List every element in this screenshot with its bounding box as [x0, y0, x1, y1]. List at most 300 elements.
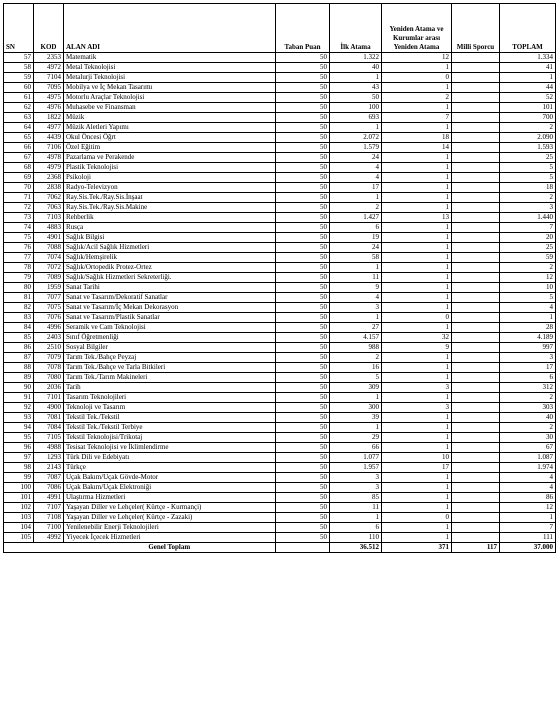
cell-yeniden-atama: 12 [382, 53, 452, 63]
table-row [4, 493, 556, 503]
total-ilk-atama: 36.512 [330, 543, 382, 553]
cell-taban-puan: 50 [276, 403, 330, 413]
cell-yeniden-atama: 17 [382, 463, 452, 473]
cell-taban-puan: 50 [276, 153, 330, 163]
cell-taban-puan: 50 [276, 133, 330, 143]
cell-toplam: 4 [500, 473, 556, 483]
table-row [4, 513, 556, 523]
cell-toplam: 2 [500, 193, 556, 203]
cell-toplam: 6 [500, 373, 556, 383]
cell-taban-puan: 50 [276, 73, 330, 83]
cell-milli-sporcu [452, 513, 500, 523]
cell-yeniden-atama: 1 [382, 183, 452, 193]
cell-sn: 62 [4, 103, 34, 113]
table-row [4, 113, 556, 123]
cell-ilk-atama: 1 [330, 423, 382, 433]
total-milli-sporcu: 117 [452, 543, 500, 553]
cell-kod: 4439 [34, 133, 64, 143]
cell-yeniden-atama: 32 [382, 333, 452, 343]
cell-yeniden-atama: 1 [382, 363, 452, 373]
table-body [4, 53, 556, 543]
cell-alan-adi: Metal Teknolojisi [64, 63, 276, 73]
cell-toplam: 52 [500, 93, 556, 103]
cell-ilk-atama: 5 [330, 373, 382, 383]
cell-kod: 7106 [34, 143, 64, 153]
cell-alan-adi: Tarım Tek./Bahçe Peyzaj [64, 353, 276, 363]
cell-ilk-atama: 1.322 [330, 53, 382, 63]
cell-ilk-atama: 11 [330, 273, 382, 283]
cell-taban-puan: 50 [276, 223, 330, 233]
cell-kod: 7105 [34, 433, 64, 443]
table-row [4, 463, 556, 473]
cell-yeniden-atama: 1 [382, 323, 452, 333]
cell-yeniden-atama: 1 [382, 493, 452, 503]
cell-sn: 67 [4, 153, 34, 163]
cell-toplam: 4 [500, 483, 556, 493]
cell-milli-sporcu [452, 533, 500, 543]
cell-kod: 7107 [34, 503, 64, 513]
cell-kod: 7100 [34, 523, 64, 533]
cell-toplam: 101 [500, 103, 556, 113]
cell-alan-adi: Rusça [64, 223, 276, 233]
cell-ilk-atama: 1.077 [330, 453, 382, 463]
cell-milli-sporcu [452, 303, 500, 313]
cell-milli-sporcu [452, 253, 500, 263]
cell-milli-sporcu [452, 493, 500, 503]
cell-yeniden-atama: 2 [382, 93, 452, 103]
cell-sn: 78 [4, 263, 34, 273]
cell-ilk-atama: 1 [330, 123, 382, 133]
cell-taban-puan: 50 [276, 523, 330, 533]
cell-alan-adi: Tekstil Teknolojisi/Trikotaj [64, 433, 276, 443]
cell-alan-adi: Tarım Tek./Tarım Makineleri [64, 373, 276, 383]
cell-alan-adi: Özel Eğitim [64, 143, 276, 153]
table-row [4, 383, 556, 393]
cell-sn: 93 [4, 413, 34, 423]
cell-kod: 4992 [34, 533, 64, 543]
cell-kod: 7062 [34, 193, 64, 203]
cell-alan-adi: Muhasebe ve Finansman [64, 103, 276, 113]
cell-ilk-atama: 1.957 [330, 463, 382, 473]
cell-taban-puan: 50 [276, 363, 330, 373]
cell-alan-adi: Tekstil Tek./Tekstil [64, 413, 276, 423]
cell-ilk-atama: 50 [330, 93, 382, 103]
total-taban-puan [276, 543, 330, 553]
cell-milli-sporcu [452, 453, 500, 463]
cell-sn: 74 [4, 223, 34, 233]
cell-kod: 7081 [34, 413, 64, 423]
cell-milli-sporcu [452, 433, 500, 443]
cell-yeniden-atama: 1 [382, 483, 452, 493]
table-row [4, 453, 556, 463]
cell-alan-adi: Türk Dili ve Edebiyatı [64, 453, 276, 463]
cell-milli-sporcu [452, 403, 500, 413]
header-kod: KOD [34, 4, 64, 53]
cell-milli-sporcu [452, 263, 500, 273]
cell-toplam: 3 [500, 203, 556, 213]
cell-toplam: 59 [500, 253, 556, 263]
cell-yeniden-atama: 1 [382, 103, 452, 113]
cell-yeniden-atama: 9 [382, 343, 452, 353]
total-spacer-sn [4, 543, 34, 553]
cell-ilk-atama: 3 [330, 473, 382, 483]
cell-taban-puan: 50 [276, 283, 330, 293]
cell-sn: 85 [4, 333, 34, 343]
cell-toplam: 1.334 [500, 53, 556, 63]
cell-toplam: 28 [500, 323, 556, 333]
cell-taban-puan: 50 [276, 383, 330, 393]
cell-taban-puan: 50 [276, 473, 330, 483]
cell-milli-sporcu [452, 173, 500, 183]
cell-kod: 4972 [34, 63, 64, 73]
cell-milli-sporcu [452, 243, 500, 253]
cell-sn: 91 [4, 393, 34, 403]
cell-alan-adi: Uçak Bakım/Uçak Elektroniği [64, 483, 276, 493]
table-row [4, 373, 556, 383]
cell-taban-puan: 50 [276, 143, 330, 153]
cell-milli-sporcu [452, 93, 500, 103]
cell-ilk-atama: 27 [330, 323, 382, 333]
header-milli-sporcu: Milli Sporcu [452, 4, 500, 53]
cell-ilk-atama: 58 [330, 253, 382, 263]
cell-taban-puan: 50 [276, 53, 330, 63]
table-row [4, 203, 556, 213]
cell-taban-puan: 50 [276, 263, 330, 273]
cell-kod: 4901 [34, 233, 64, 243]
table-row [4, 73, 556, 83]
cell-milli-sporcu [452, 153, 500, 163]
cell-milli-sporcu [452, 73, 500, 83]
cell-kod: 7086 [34, 483, 64, 493]
cell-kod: 7075 [34, 303, 64, 313]
cell-taban-puan: 50 [276, 233, 330, 243]
cell-taban-puan: 50 [276, 103, 330, 113]
header-toplam: TOPLAM [500, 4, 556, 53]
cell-ilk-atama: 2 [330, 203, 382, 213]
cell-sn: 57 [4, 53, 34, 63]
table-row [4, 63, 556, 73]
cell-alan-adi: Sanat ve Tasarım/Dekoratif Sanatlar [64, 293, 276, 303]
cell-toplam: 5 [500, 163, 556, 173]
cell-taban-puan: 50 [276, 213, 330, 223]
cell-alan-adi: Ray.Sis.Tek./Ray.Sis.Makine [64, 203, 276, 213]
cell-alan-adi: Matematik [64, 53, 276, 63]
table-row [4, 533, 556, 543]
cell-taban-puan: 50 [276, 333, 330, 343]
cell-milli-sporcu [452, 123, 500, 133]
cell-milli-sporcu [452, 383, 500, 393]
cell-yeniden-atama: 1 [382, 63, 452, 73]
cell-toplam: 1.593 [500, 143, 556, 153]
cell-milli-sporcu [452, 333, 500, 343]
cell-sn: 95 [4, 433, 34, 443]
cell-yeniden-atama: 1 [382, 193, 452, 203]
total-toplam: 37.000 [500, 543, 556, 553]
cell-taban-puan: 50 [276, 313, 330, 323]
cell-yeniden-atama: 1 [382, 283, 452, 293]
cell-taban-puan: 50 [276, 113, 330, 123]
header-sn: SN [4, 4, 34, 53]
cell-alan-adi: Plastik Teknolojisi [64, 163, 276, 173]
cell-alan-adi: Rehberlik [64, 213, 276, 223]
cell-kod: 7088 [34, 243, 64, 253]
table-row [4, 283, 556, 293]
header-ilk-atama: İlk Atama [330, 4, 382, 53]
cell-alan-adi: Sınıf Öğretmenliği [64, 333, 276, 343]
cell-toplam: 4 [500, 303, 556, 313]
cell-milli-sporcu [452, 443, 500, 453]
cell-taban-puan: 50 [276, 253, 330, 263]
table-row [4, 253, 556, 263]
cell-sn: 69 [4, 173, 34, 183]
cell-taban-puan: 50 [276, 203, 330, 213]
cell-toplam: 12 [500, 273, 556, 283]
cell-alan-adi: Müzik [64, 113, 276, 123]
header-yeniden-atama: Yeniden Atama ve Kurumlar arası Yeniden Atama [382, 4, 452, 53]
cell-milli-sporcu [452, 273, 500, 283]
table-row [4, 423, 556, 433]
cell-milli-sporcu [452, 203, 500, 213]
cell-alan-adi: Tekstil Tek./Tekstil Terbiye [64, 423, 276, 433]
header-taban-puan: Taban Puan [276, 4, 330, 53]
header-alan-adi: ALAN ADI [64, 4, 276, 53]
cell-toplam: 86 [500, 493, 556, 503]
cell-taban-puan: 50 [276, 423, 330, 433]
cell-sn: 77 [4, 253, 34, 263]
cell-sn: 103 [4, 513, 34, 523]
table-row [4, 273, 556, 283]
cell-ilk-atama: 1.427 [330, 213, 382, 223]
cell-toplam: 7 [500, 523, 556, 533]
cell-taban-puan: 50 [276, 123, 330, 133]
cell-ilk-atama: 1.579 [330, 143, 382, 153]
cell-milli-sporcu [452, 103, 500, 113]
cell-kod: 4979 [34, 163, 64, 173]
cell-toplam: 111 [500, 533, 556, 543]
cell-toplam: 44 [500, 83, 556, 93]
cell-ilk-atama: 43 [330, 83, 382, 93]
cell-taban-puan: 50 [276, 463, 330, 473]
cell-yeniden-atama: 0 [382, 313, 452, 323]
cell-toplam: 25 [500, 243, 556, 253]
table-row [4, 503, 556, 513]
cell-milli-sporcu [452, 233, 500, 243]
cell-alan-adi: Okul Öncesi Öğrt [64, 133, 276, 143]
cell-toplam: 700 [500, 113, 556, 123]
cell-alan-adi: Sağlık/Sağlık Hizmetleri Sekreterliği. [64, 273, 276, 283]
cell-sn: 71 [4, 193, 34, 203]
cell-toplam: 4.189 [500, 333, 556, 343]
cell-yeniden-atama: 1 [382, 83, 452, 93]
cell-alan-adi: Sağlık Bilgisi [64, 233, 276, 243]
cell-ilk-atama: 19 [330, 233, 382, 243]
cell-milli-sporcu [452, 223, 500, 233]
cell-kod: 4976 [34, 103, 64, 113]
cell-taban-puan: 50 [276, 293, 330, 303]
assignment-table-sheet [3, 3, 556, 553]
cell-sn: 60 [4, 83, 34, 93]
cell-ilk-atama: 300 [330, 403, 382, 413]
cell-kod: 7103 [34, 213, 64, 223]
cell-milli-sporcu [452, 313, 500, 323]
cell-alan-adi: Mobilya ve İç Mekan Tasarımı [64, 83, 276, 93]
cell-ilk-atama: 85 [330, 493, 382, 503]
cell-milli-sporcu [452, 143, 500, 153]
cell-sn: 75 [4, 233, 34, 243]
cell-ilk-atama: 1 [330, 193, 382, 203]
cell-toplam: 12 [500, 503, 556, 513]
cell-sn: 83 [4, 313, 34, 323]
total-yeniden-atama: 371 [382, 543, 452, 553]
cell-ilk-atama: 693 [330, 113, 382, 123]
table-row [4, 413, 556, 423]
cell-toplam: 2 [500, 423, 556, 433]
cell-milli-sporcu [452, 113, 500, 123]
cell-kod: 7095 [34, 83, 64, 93]
cell-ilk-atama: 309 [330, 383, 382, 393]
cell-taban-puan: 50 [276, 453, 330, 463]
cell-milli-sporcu [452, 503, 500, 513]
assignment-table [3, 3, 556, 553]
cell-kod: 4996 [34, 323, 64, 333]
table-row [4, 213, 556, 223]
cell-alan-adi: Metalurji Teknolojisi [64, 73, 276, 83]
cell-milli-sporcu [452, 483, 500, 493]
cell-milli-sporcu [452, 293, 500, 303]
cell-yeniden-atama: 1 [382, 253, 452, 263]
cell-milli-sporcu [452, 473, 500, 483]
cell-taban-puan: 50 [276, 243, 330, 253]
cell-ilk-atama: 40 [330, 63, 382, 73]
cell-alan-adi: Türkçe [64, 463, 276, 473]
cell-taban-puan: 50 [276, 83, 330, 93]
cell-taban-puan: 50 [276, 353, 330, 363]
cell-sn: 66 [4, 143, 34, 153]
cell-sn: 68 [4, 163, 34, 173]
cell-kod: 4975 [34, 93, 64, 103]
cell-kod: 7084 [34, 423, 64, 433]
cell-taban-puan: 50 [276, 533, 330, 543]
cell-alan-adi: Yaşayan Diller ve Lehçeler( Kürtçe - Kurmançi) [64, 503, 276, 513]
cell-alan-adi: Tarih [64, 383, 276, 393]
cell-alan-adi: Radyo-Televizyon [64, 183, 276, 193]
table-row [4, 403, 556, 413]
cell-sn: 58 [4, 63, 34, 73]
cell-milli-sporcu [452, 213, 500, 223]
cell-toplam: 1.440 [500, 213, 556, 223]
cell-toplam: 2.090 [500, 133, 556, 143]
cell-taban-puan: 50 [276, 493, 330, 503]
cell-ilk-atama: 4 [330, 293, 382, 303]
cell-milli-sporcu [452, 63, 500, 73]
total-spacer-kod [34, 543, 64, 553]
cell-alan-adi: Uçak Bakım/Uçak Gövde-Motor [64, 473, 276, 483]
cell-ilk-atama: 3 [330, 483, 382, 493]
cell-yeniden-atama: 1 [382, 393, 452, 403]
cell-sn: 99 [4, 473, 34, 483]
cell-toplam: 1.087 [500, 453, 556, 463]
cell-taban-puan: 50 [276, 273, 330, 283]
cell-kod: 4988 [34, 443, 64, 453]
table-row [4, 153, 556, 163]
cell-taban-puan: 50 [276, 93, 330, 103]
cell-yeniden-atama: 0 [382, 513, 452, 523]
cell-yeniden-atama: 1 [382, 263, 452, 273]
cell-taban-puan: 50 [276, 173, 330, 183]
cell-toplam: 1 [500, 73, 556, 83]
cell-yeniden-atama: 1 [382, 233, 452, 243]
cell-milli-sporcu [452, 193, 500, 203]
cell-toplam: 2 [500, 123, 556, 133]
cell-taban-puan: 50 [276, 433, 330, 443]
cell-alan-adi: Tarım Tek./Bahçe ve Tarla Bitkileri [64, 363, 276, 373]
cell-yeniden-atama: 1 [382, 433, 452, 443]
cell-toplam: 997 [500, 343, 556, 353]
cell-yeniden-atama: 1 [382, 473, 452, 483]
cell-toplam: 312 [500, 383, 556, 393]
cell-sn: 88 [4, 363, 34, 373]
cell-toplam: 18 [500, 183, 556, 193]
cell-milli-sporcu [452, 363, 500, 373]
cell-kod: 7101 [34, 393, 64, 403]
cell-sn: 105 [4, 533, 34, 543]
cell-kod: 7087 [34, 473, 64, 483]
cell-kod: 2510 [34, 343, 64, 353]
cell-toplam: 17 [500, 363, 556, 373]
table-row [4, 523, 556, 533]
cell-milli-sporcu [452, 53, 500, 63]
cell-ilk-atama: 29 [330, 433, 382, 443]
cell-yeniden-atama: 1 [382, 123, 452, 133]
cell-ilk-atama: 1 [330, 513, 382, 523]
table-row [4, 163, 556, 173]
table-row [4, 183, 556, 193]
cell-toplam: 1.974 [500, 463, 556, 473]
cell-kod: 1293 [34, 453, 64, 463]
cell-kod: 1822 [34, 113, 64, 123]
cell-yeniden-atama: 1 [382, 153, 452, 163]
cell-taban-puan: 50 [276, 343, 330, 353]
cell-kod: 7080 [34, 373, 64, 383]
cell-yeniden-atama: 1 [382, 443, 452, 453]
cell-ilk-atama: 2 [330, 353, 382, 363]
cell-kod: 2838 [34, 183, 64, 193]
cell-sn: 90 [4, 383, 34, 393]
cell-sn: 84 [4, 323, 34, 333]
cell-toplam: 5 [500, 293, 556, 303]
cell-taban-puan: 50 [276, 373, 330, 383]
cell-yeniden-atama: 10 [382, 453, 452, 463]
cell-kod: 7063 [34, 203, 64, 213]
table-row [4, 353, 556, 363]
cell-sn: 92 [4, 403, 34, 413]
cell-yeniden-atama: 18 [382, 133, 452, 143]
cell-kod: 7072 [34, 263, 64, 273]
cell-kod: 7078 [34, 363, 64, 373]
table-row [4, 193, 556, 203]
cell-alan-adi: Psikoloji [64, 173, 276, 183]
cell-ilk-atama: 4.157 [330, 333, 382, 343]
cell-ilk-atama: 1 [330, 73, 382, 83]
cell-ilk-atama: 988 [330, 343, 382, 353]
cell-yeniden-atama: 1 [382, 413, 452, 423]
cell-sn: 89 [4, 373, 34, 383]
cell-toplam: 303 [500, 403, 556, 413]
cell-sn: 98 [4, 463, 34, 473]
cell-yeniden-atama: 1 [382, 293, 452, 303]
cell-ilk-atama: 1 [330, 313, 382, 323]
cell-ilk-atama: 39 [330, 413, 382, 423]
